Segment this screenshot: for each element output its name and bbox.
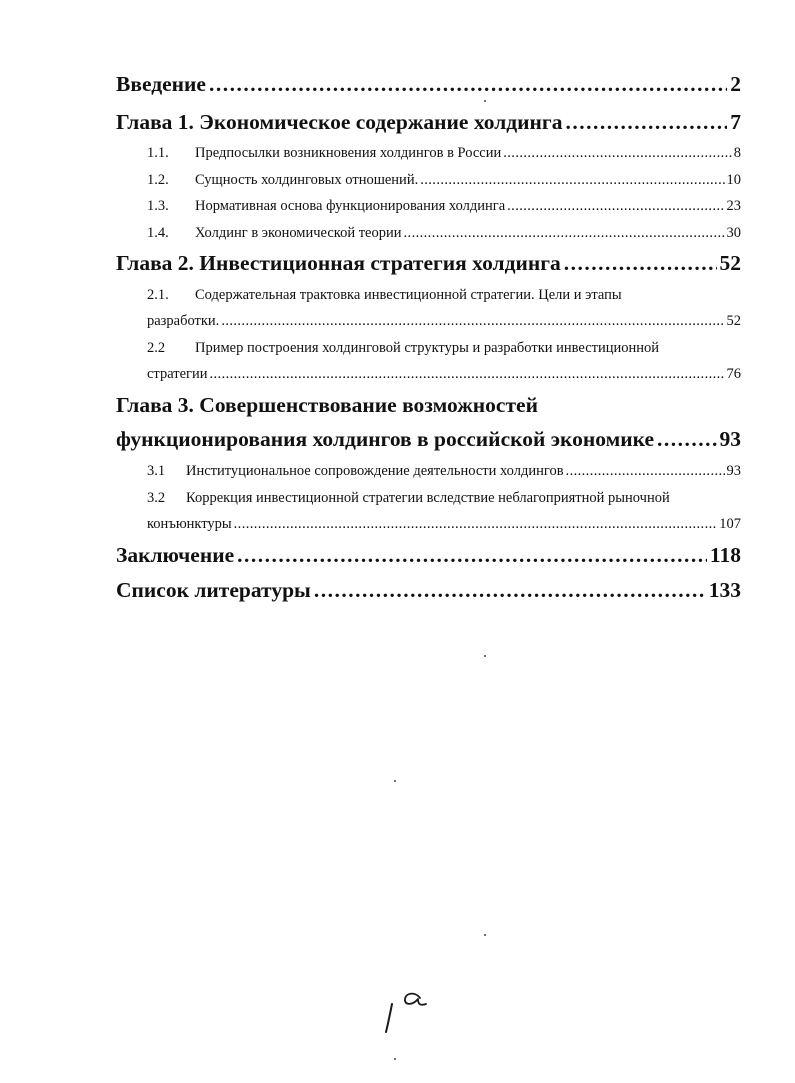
toc-entry-3-1[interactable] [147, 463, 741, 480]
toc-page-number: 30 [726, 225, 741, 241]
toc-title: Предпосылки возникновения холдингов в России [195, 145, 502, 161]
toc-entry-chapter-3-line2[interactable] [116, 427, 741, 452]
dot-leader [210, 366, 725, 383]
toc-page-number: 7 [730, 110, 741, 134]
toc-title: Пример построения холдинговой структуры и разработки инвестиционной [195, 340, 660, 356]
section-number: 2.2 [147, 340, 166, 356]
section-number: 1.4. [147, 225, 169, 241]
toc-page-number: 93 [719, 427, 741, 451]
toc-page-number: 118 [709, 543, 741, 567]
dot-leader [420, 172, 724, 189]
scan-speck [484, 655, 486, 657]
toc-page-number: 52 [719, 251, 741, 275]
section-number: 2.1. [147, 287, 169, 303]
toc-entry-conclusion[interactable] [116, 543, 741, 568]
toc-title-continued: конъюнктуры [147, 516, 232, 532]
scan-speck [484, 934, 486, 936]
dot-leader [209, 72, 727, 97]
dot-leader [564, 251, 717, 276]
toc-title: Список литературы [116, 578, 311, 602]
toc-page-number: 10 [726, 172, 741, 188]
toc-page-number: 23 [726, 198, 741, 214]
toc-page-number: 93 [726, 463, 741, 479]
toc-title-continued: функционирования холдингов в российской экономике [116, 427, 655, 451]
toc-entry-1-1[interactable] [147, 145, 741, 162]
toc-title-continued: стратегии [147, 366, 208, 382]
toc-entry-chapter-2[interactable] [116, 251, 741, 276]
toc-page-number: 107 [719, 516, 741, 532]
toc-page-number: 2 [730, 72, 741, 96]
toc-entry-2-1-line1[interactable] [147, 287, 622, 304]
section-number: 1.2. [147, 172, 169, 188]
dot-leader [503, 145, 732, 162]
toc-entry-1-2[interactable] [147, 172, 741, 189]
section-number: 1.1. [147, 145, 169, 161]
toc-title-continued: разработки. [147, 313, 220, 329]
toc-entry-1-4[interactable] [147, 225, 741, 242]
toc-title: Нормативная основа функционирования холдинга [195, 198, 506, 214]
toc-title: Введение [116, 72, 206, 96]
toc-title: Заключение [116, 543, 235, 567]
toc-page-number: 133 [708, 578, 741, 602]
dot-leader [314, 578, 706, 603]
toc-entry-intro[interactable] [116, 72, 741, 97]
section-number: 3.1 [147, 463, 166, 479]
dot-leader [221, 313, 724, 330]
toc-entry-3-2-line1[interactable] [147, 490, 670, 507]
toc-entry-references[interactable] [116, 578, 741, 603]
handwritten-page-mark [376, 984, 432, 1036]
toc-entry-2-2-line1[interactable] [147, 340, 659, 357]
toc-title: Глава 3. Совершенствование возможностей [116, 393, 538, 417]
dot-leader [657, 427, 716, 452]
dot-leader [234, 516, 718, 533]
scan-speck [484, 100, 486, 102]
toc-title: Глава 2. Инвестиционная стратегия холдинга [116, 251, 561, 275]
toc-page-number: 8 [733, 145, 741, 161]
toc-title: Холдинг в экономической теории [195, 225, 402, 241]
section-number: 3.2 [147, 490, 166, 506]
toc-entry-3-2-line2[interactable] [147, 516, 741, 533]
toc-entry-2-1-line2[interactable] [147, 313, 741, 330]
toc-entry-2-2-line2[interactable] [147, 366, 741, 383]
toc-page-number: 76 [726, 366, 741, 382]
dot-leader [404, 225, 725, 242]
scan-speck [394, 780, 396, 782]
toc-title: Глава 1. Экономическое содержание холдинга [116, 110, 563, 134]
toc-page-number: 52 [726, 313, 741, 329]
dot-leader [566, 463, 725, 480]
toc-title: Коррекция инвестиционной стратегии вследствие неблагоприятной рыночной [186, 490, 670, 506]
toc-title: Сущность холдинговых отношений. [195, 172, 419, 188]
toc-title: Содержательная трактовка инвестиционной стратегии. Цели и этапы [195, 287, 622, 303]
toc-entry-1-3[interactable] [147, 198, 741, 215]
toc-title: Институциональное сопровождение деятельности холдингов [186, 463, 564, 479]
dot-leader [565, 110, 727, 135]
toc-entry-chapter-3-line1[interactable] [116, 393, 741, 418]
toc-entry-chapter-1[interactable] [116, 110, 741, 135]
section-number: 1.3. [147, 198, 169, 214]
dot-leader [507, 198, 724, 215]
scan-speck [394, 1058, 396, 1060]
dot-leader [237, 543, 707, 568]
